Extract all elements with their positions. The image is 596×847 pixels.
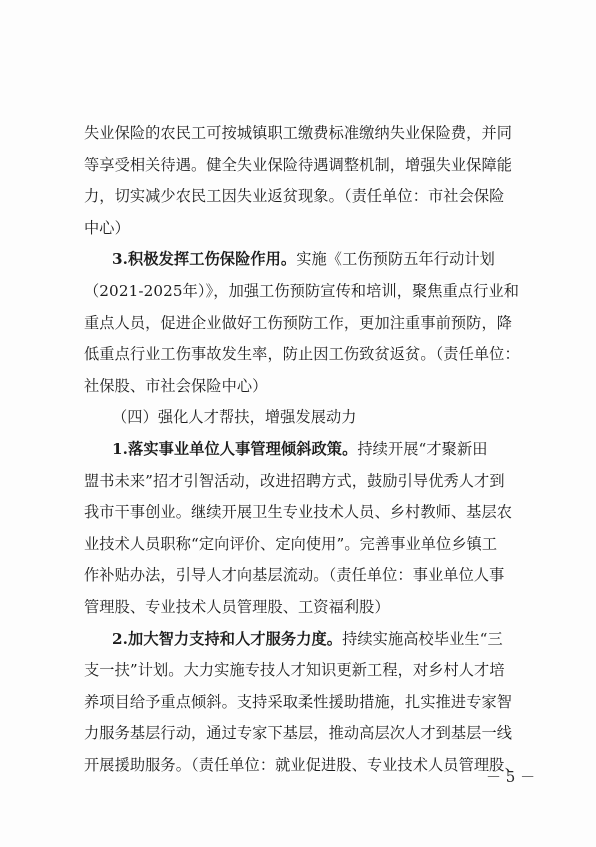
text-line: 开展援助服务。（责任单位：就业促进股、专业技术人员管理股、 <box>84 755 520 774</box>
item-text: 持续开展“才聚新田 <box>357 439 488 458</box>
text-line <box>84 624 536 656</box>
text-line: 我市干事创业。继续开展卫生专业技术人员、乡村教师、基层农 <box>84 503 513 522</box>
text-line: 力服务基层行动，通过专家下基层，推动高层次人才到基层一线 <box>84 724 513 743</box>
text-line: 力，切实减少农民工因失业返贫现象。（责任单位：市社会保险 <box>84 187 505 206</box>
page-number: － 5 － <box>486 768 536 786</box>
section-title: （四）强化人才帮扶，增强发展动力 <box>112 408 357 427</box>
text-line <box>84 244 536 276</box>
text-line: 中心） <box>84 218 130 237</box>
item-heading: 2.加大智力支持和人才服务力度。 <box>112 629 343 648</box>
item-heading: 1.落实事业单位人事管理倾斜政策。 <box>112 439 358 458</box>
text-line: 低重点行业工伤事故发生率，防止因工伤致贫返贫。（责任单位： <box>84 345 520 364</box>
item-text: 实施《工伤预防五年行动计划 <box>296 250 495 269</box>
text-line: 重点人员，促进企业做好工伤预防工作，更加注重事前预防，降 <box>84 313 513 332</box>
text-line: 业技术人员职称“定向评价、定向使用”。完善事业单位乡镇工 <box>84 534 498 553</box>
document-body <box>84 118 536 781</box>
text-line: 等享受相关待遇。健全失业保险待遇调整机制，增强失业保障能 <box>84 155 513 174</box>
item-text: 持续实施高校毕业生“三 <box>342 629 503 648</box>
text-line: 作补贴办法，引导人才向基层流动。（责任单位：事业单位人事 <box>84 566 505 585</box>
text-line: 社保股、市社会保险中心） <box>84 376 268 395</box>
text-line: 失业保险的农民工可按城镇职工缴费标准缴纳失业保险费，并同 <box>84 124 513 142</box>
text-line: 养项目给予重点倾斜。支持采取柔性援助措施，扎实推进专家智 <box>84 692 513 711</box>
item-heading: 3.积极发挥工伤保险作用。 <box>112 250 297 269</box>
text-line: （2021-2025年）》，加强工伤预防宣传和培训，聚焦重点行业和 <box>84 281 520 300</box>
text-line: 管理股、专业技术人员管理股、工资福利股） <box>84 597 390 616</box>
text-line: 支一扶”计划。大力实施专技人才知识更新工程，对乡村人才培 <box>84 661 505 680</box>
text-line <box>84 434 536 466</box>
text-line: 盟书未来”招才引智活动，改进招聘方式，鼓励引导优秀人才到 <box>84 471 505 490</box>
